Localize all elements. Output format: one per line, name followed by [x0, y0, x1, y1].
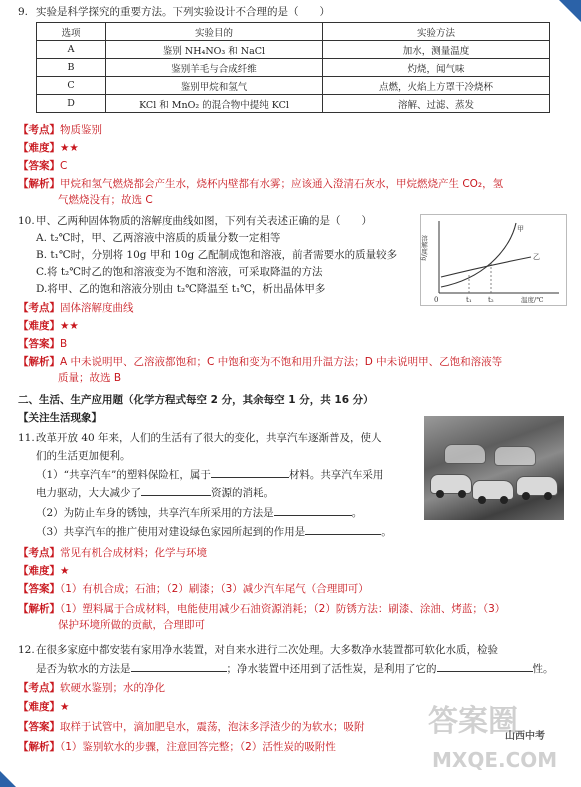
- table-cell: 鉴别 NH₄NO₃ 和 NaCl: [106, 41, 323, 59]
- answer-blank[interactable]: [131, 660, 227, 672]
- q10-kaodian: 【考点】固体溶解度曲线: [18, 302, 134, 314]
- question-9-stem: 9. 实验是科学探究的重要方法。下列实验设计不合理的是（ ）: [18, 6, 330, 18]
- table-cell: 加水，测量温度: [323, 41, 550, 59]
- table-cell: A: [37, 41, 106, 59]
- q11-part1-cont: 电力驱动，大大减少了 资源的消耗。: [36, 484, 426, 501]
- table-header-row: [37, 23, 550, 41]
- page-corner-decoration: [0, 771, 16, 787]
- q9-nandu: 【难度】★★: [18, 142, 79, 154]
- q10-option-b: B. t₁℃时，分别将 10g 甲和 10g 乙配制成饱和溶液，前者需要水的质量较多: [36, 249, 398, 261]
- answer-blank[interactable]: [437, 660, 533, 672]
- table-header: 实验方法: [323, 23, 550, 41]
- y-axis-label: 溶解度/g: [420, 235, 428, 261]
- watermark-main: 答案圈: [428, 704, 518, 739]
- q11-part2: （2）为防止车身的锈蚀，共享汽车所采用的方法是 。: [36, 504, 426, 521]
- table-header: 实验目的: [106, 23, 323, 41]
- table-cell: KCl 和 MnO₂ 的混合物中提纯 KCl: [106, 95, 323, 113]
- solubility-curve-figure: [420, 214, 567, 306]
- q11-stem-line2: 们的生活更加便利。: [36, 450, 131, 462]
- car-image: [516, 476, 558, 496]
- car-image: [494, 446, 536, 466]
- question-12-stem: 12.在很多家庭中都安装有家用净水装置，对自来水进行二次处理。大多数净水装置都可软化水质，检验: [18, 644, 498, 656]
- question-10-stem: 10.甲、乙两种固体物质的溶解度曲线如图，下列有关表述正确的是（ ）: [18, 215, 372, 227]
- table-cell: B: [37, 59, 106, 77]
- x-axis-label: 温度/℃: [521, 296, 544, 304]
- q11-part3: （3）共享汽车的推广使用对建设绿色家园所起到的作用是 。: [36, 523, 436, 540]
- section-subtitle: 【关注生活现象】: [18, 412, 102, 424]
- q12-nandu: 【难度】★: [18, 701, 70, 713]
- q11-kaodian: 【考点】常见有机合成材料；化学与环境: [18, 547, 207, 559]
- q11-daan: 【答案】（1）有机合成；石油；（2）刷漆；（3）减少汽车尾气（合理即可）: [18, 583, 369, 595]
- t1-label: t₁: [466, 296, 472, 304]
- answer-blank[interactable]: [211, 466, 289, 478]
- table-row: [37, 95, 550, 113]
- table-cell: 点燃，火焰上方罩干冷烧杯: [323, 77, 550, 95]
- table-cell: 灼烧，闻气味: [323, 59, 550, 77]
- question-11-stem: 11.改革开放 40 年来，人们的生活有了很大的变化，共享汽车逐渐普及，使人: [18, 432, 382, 444]
- table-row: [37, 59, 550, 77]
- q10-option-d: D.将甲、乙的饱和溶液分别由 t₂℃降温至 t₁℃，析出晶体甲多: [36, 283, 326, 295]
- question-9-table: [36, 22, 550, 113]
- q12-stem-line2: 是否为软水的方法是 ；净水装置中还用到了活性炭，是利用了它的 性。: [36, 660, 556, 677]
- q12-daan: 【答案】取样于试管中，滴加肥皂水，震荡，泡沫多浮渣少的为软水；吸附: [18, 721, 365, 733]
- watermark-url: MXQE.COM: [432, 748, 558, 772]
- car-image: [430, 474, 472, 494]
- q9-kaodian: 【考点】物质鉴别: [18, 124, 102, 136]
- car-image: [444, 444, 486, 464]
- table-row: [37, 77, 550, 95]
- table-cell: 鉴别羊毛与合成纤维: [106, 59, 323, 77]
- curve-jia: [441, 223, 516, 287]
- table-cell: D: [37, 95, 106, 113]
- answer-blank[interactable]: [305, 523, 381, 535]
- q9-daan: 【答案】C: [18, 160, 68, 172]
- table-cell: 溶解、过滤、蒸发: [323, 95, 550, 113]
- curve-jia-label: 甲: [517, 225, 524, 233]
- origin-label: 0: [434, 296, 439, 304]
- q11-jiexi: 【解析】（1）塑料属于合成材料，电能使用减少石油资源消耗；（2）防锈方法：刷漆、涂油、烤蓝；（3） 保护环境所做的贡献，合理即可: [18, 603, 506, 631]
- q12-kaodian: 【考点】软硬水鉴别；水的净化: [18, 682, 165, 694]
- q9-jiexi: 【解析】甲烷和氢气燃烧都会产生水，烧杯内壁都有水雾；应该通入澄清石灰水，甲烷燃烧产生 CO₂，氢 气燃烧没有；故选 C: [18, 178, 504, 206]
- q10-nandu: 【难度】★★: [18, 320, 79, 332]
- watermark-badge: 山西中考: [505, 731, 545, 742]
- section-title: 二、生活、生产应用题（化学方程式每空 2 分，其余每空 1 分，共 16 分）: [18, 394, 374, 406]
- q10-option-c: C.将 t₂℃时乙的饱和溶液变为不饱和溶液，可采取降温的方法: [36, 266, 323, 278]
- table-cell: 鉴别甲烷和氢气: [106, 77, 323, 95]
- page-corner-decoration: [559, 0, 581, 22]
- answer-blank[interactable]: [141, 484, 211, 496]
- q10-jiexi: 【解析】A 中未说明甲、乙溶液都饱和；C 中饱和变为不饱和用升温方法；D 中未说明甲、乙饱和溶液等 质量；故选 B: [18, 356, 503, 384]
- car-image: [472, 480, 514, 500]
- table-cell: C: [37, 77, 106, 95]
- table-header: 选项: [37, 23, 106, 41]
- q11-nandu: 【难度】★: [18, 565, 70, 577]
- curve-yi: [441, 257, 531, 277]
- t2-label: t₂: [488, 296, 494, 304]
- q10-option-a: A. t₂℃时，甲、乙两溶液中溶质的质量分数一定相等: [36, 232, 281, 244]
- q11-part1: （1）“共享汽车”的塑料保险杠，属于 材料。共享汽车采用: [36, 466, 426, 483]
- table-row: [37, 41, 550, 59]
- q10-daan: 【答案】B: [18, 338, 68, 350]
- curve-yi-label: 乙: [533, 253, 540, 261]
- shared-cars-photo: [424, 416, 564, 520]
- q12-jiexi: 【解析】（1）鉴别软水的步骤，注意回答完整；（2）活性炭的吸附性: [18, 741, 336, 753]
- answer-blank[interactable]: [274, 504, 352, 516]
- solubility-curve-svg: [421, 215, 566, 305]
